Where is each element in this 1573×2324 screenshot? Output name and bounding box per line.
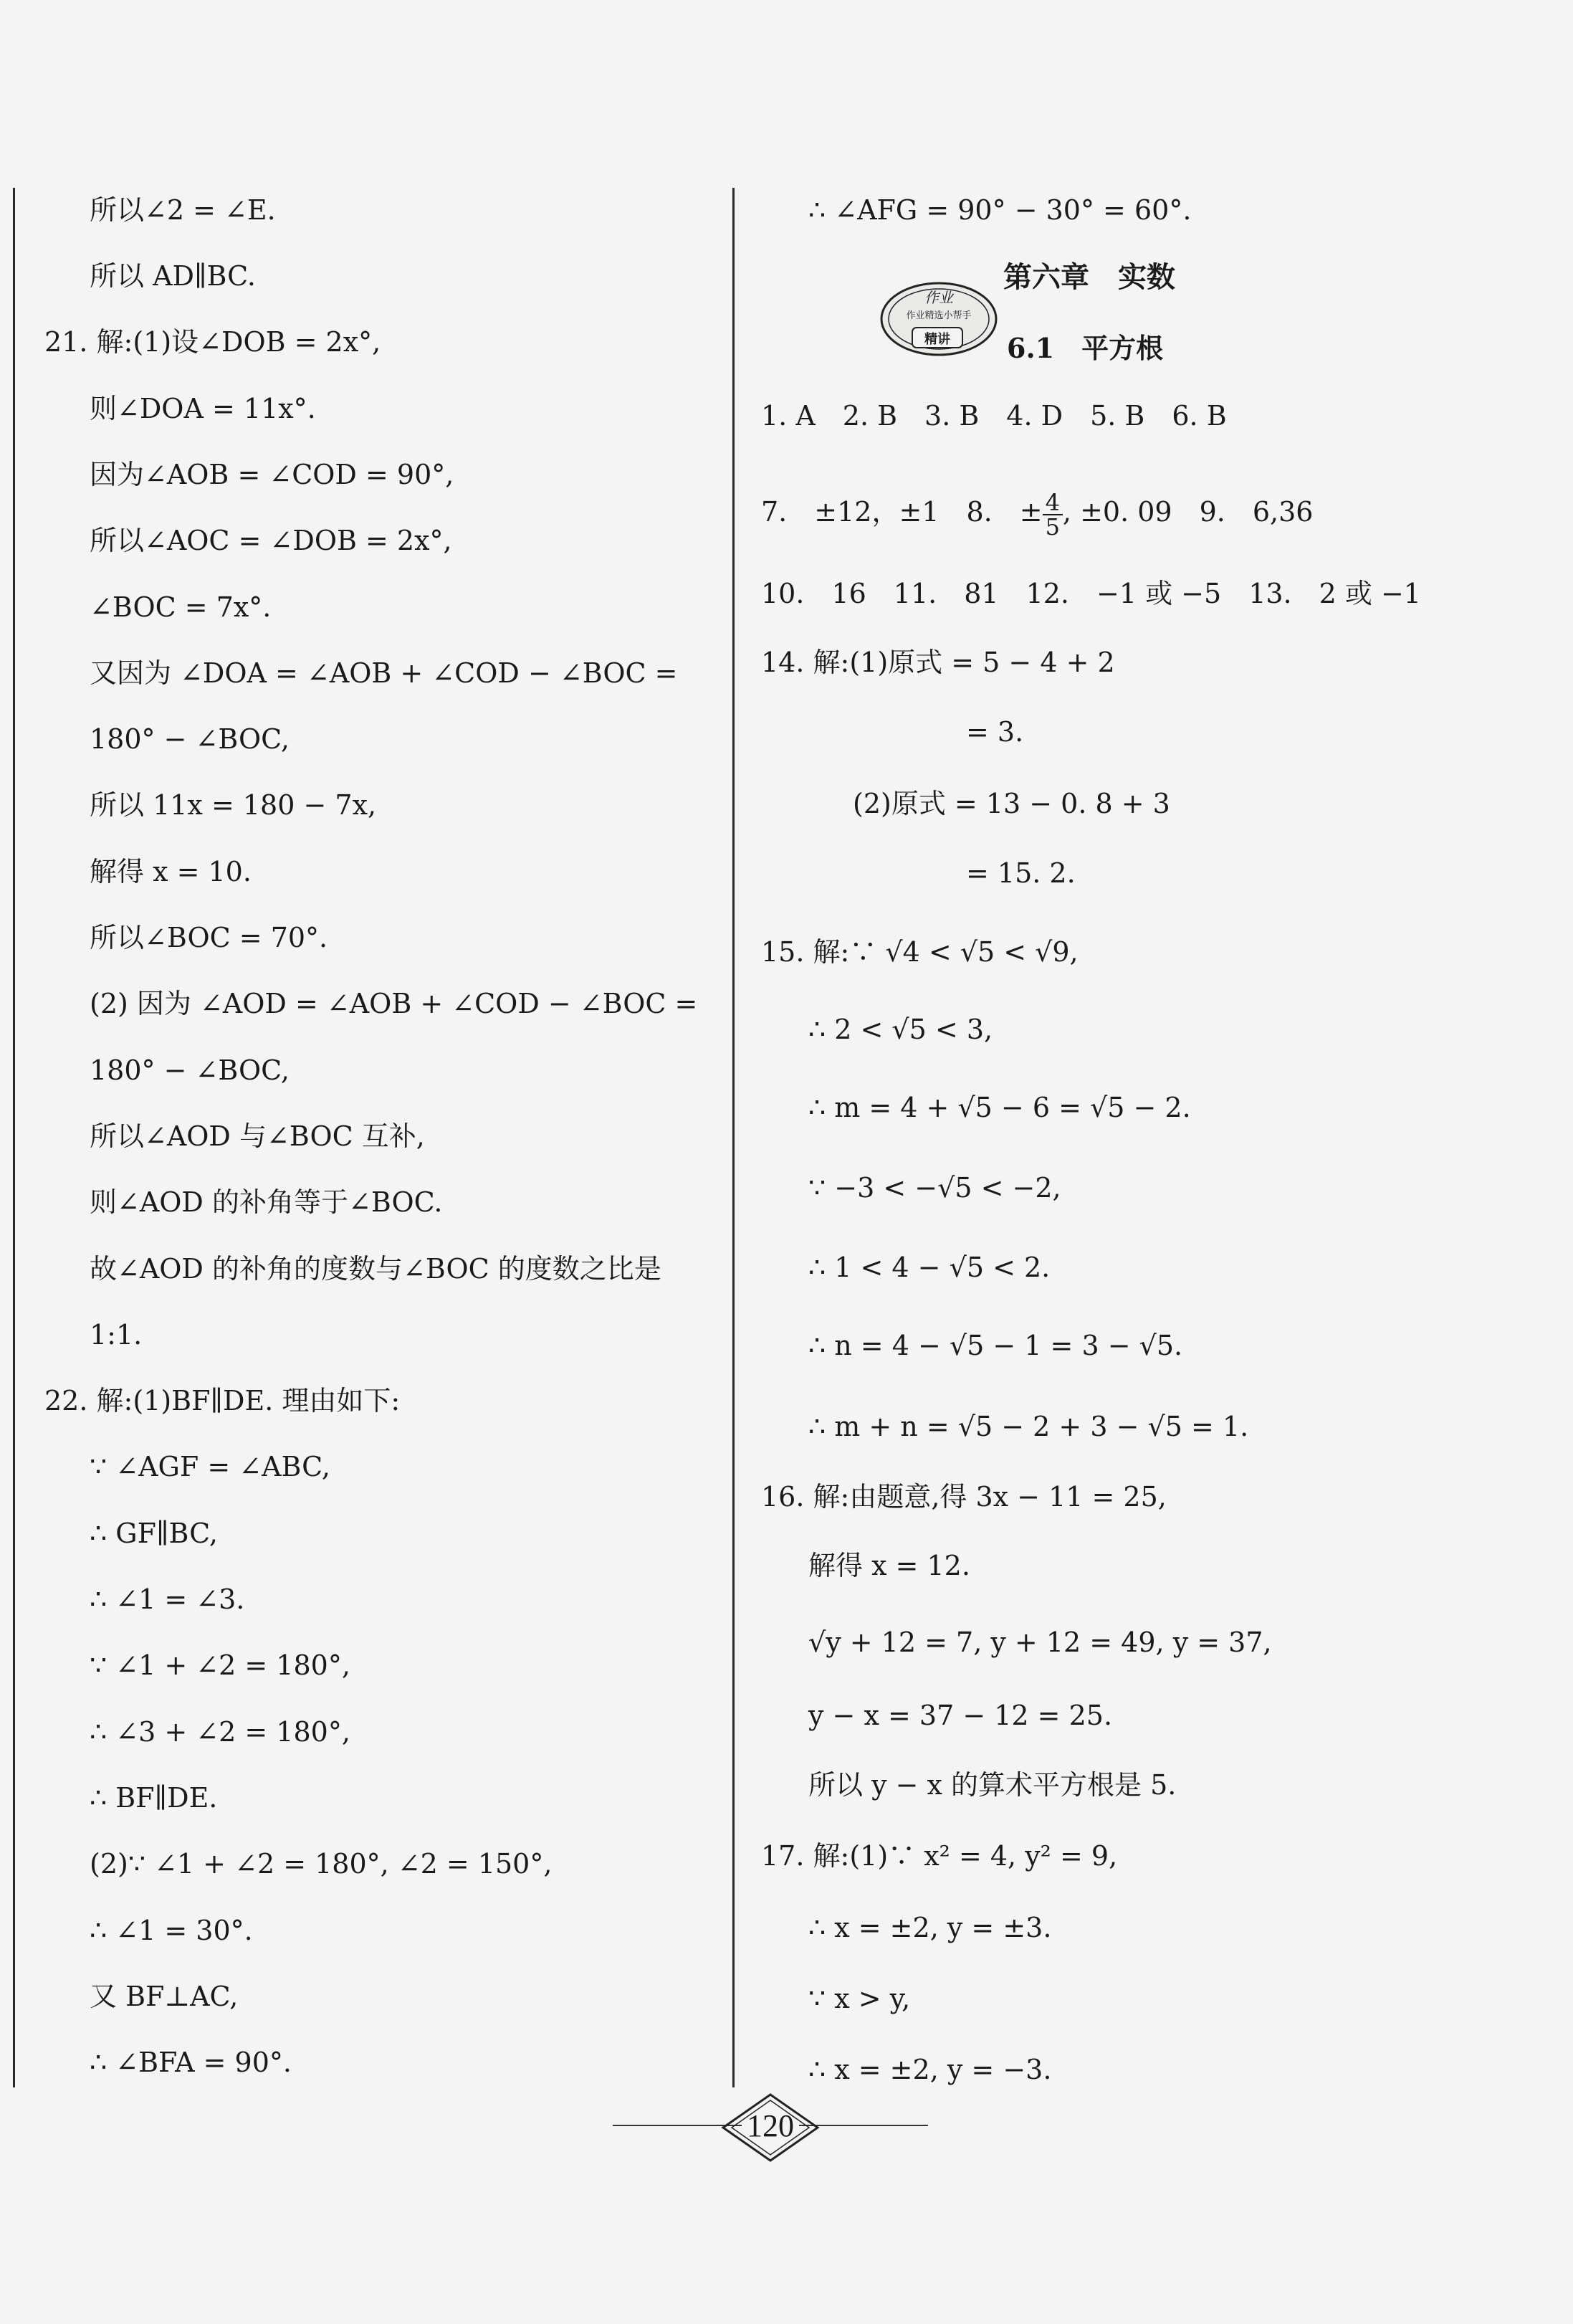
left-line-22: ∴ ∠1 = ∠3. [90,1584,245,1615]
left-line-19: 22. 解:(1)BF∥DE. 理由如下: [44,1385,401,1416]
left-line-2: 所以 AD∥BC. [90,260,256,292]
left-line-7: ∠BOC = 7x°. [90,591,272,623]
right-line-10: ∴ n = 4 − √5 − 1 = 3 − √5. [808,1330,1183,1361]
fraction-four-fifths [1043,488,1063,540]
right-line-13: 解得 x = 12. [808,1550,970,1581]
left-line-3: 21. 解:(1)设∠DOB = 2x°, [44,326,381,358]
right-line-3: (2)原式 = 13 − 0. 8 + 3 [853,788,1170,819]
left-line-6: 所以∠AOC = ∠DOB = 2x°, [90,525,452,556]
left-line-21: ∴ GF∥BC, [90,1518,218,1549]
left-line-23: ∵ ∠1 + ∠2 = 180°, [90,1649,350,1681]
answers-row-2-a: 7. ±12，±1 8. ± [761,496,1043,528]
right-line-5: 15. 解:∵ √4 < √5 < √9, [761,936,1079,968]
section-title: 6.1 平方根 [1007,332,1164,364]
left-line-20: ∵ ∠AGF = ∠ABC, [90,1451,330,1482]
left-line-26: (2)∵ ∠1 + ∠2 = 180°, ∠2 = 150°, [90,1848,553,1880]
left-line-16: 则∠AOD 的补角等于∠BOC. [90,1186,443,1218]
right-line-1: 14. 解:(1)原式 = 5 − 4 + 2 [761,647,1115,678]
fraction-denominator: 5 [1045,513,1060,540]
left-line-24: ∴ ∠3 + ∠2 = 180°, [90,1716,350,1748]
right-line-20: ∴ x = ±2, y = −3. [808,2054,1052,2085]
left-line-17: 故∠AOD 的补角的度数与∠BOC 的度数之比是 [90,1253,661,1285]
right-line-2: = 3. [966,716,1024,748]
left-line-1: 所以∠2 = ∠E. [90,194,276,226]
right-line-7: ∴ m = 4 + √5 − 6 = √5 − 2. [808,1092,1191,1123]
badge-label: 精讲 [924,332,950,347]
left-line-29: ∴ ∠BFA = 90°. [90,2047,292,2078]
page-number-diamond [720,2092,821,2163]
badge-text: 作业 [924,289,953,306]
right-line-9: ∴ 1 < 4 − √5 < 2. [808,1252,1051,1283]
left-line-28: 又 BF⊥AC, [90,1981,239,2012]
left-line-27: ∴ ∠1 = 30°. [90,1915,253,1946]
fraction-numerator: 4 [1043,491,1063,515]
left-line-14: 180° − ∠BOC, [90,1054,290,1086]
left-line-18: 1:1. [90,1319,143,1351]
left-line-11: 解得 x = 10. [90,856,252,887]
right-line-15: y − x = 37 − 12 = 25. [808,1700,1113,1731]
left-line-15: 所以∠AOD 与∠BOC 互补, [90,1120,425,1152]
left-line-13: (2) 因为 ∠AOD = ∠AOB + ∠COD − ∠BOC = [90,988,698,1019]
left-line-5: 因为∠AOB = ∠COD = 90°, [90,459,454,490]
badge-subtext: 作业精选小帮手 [906,310,972,321]
chapter-title: 第六章 实数 [1003,260,1175,294]
right-first-line: ∴ ∠AFG = 90° − 30° = 60°. [808,194,1192,226]
answers-row-2-b: , ±0. 09 9. 6,36 [1062,496,1314,528]
right-line-8: ∵ −3 < −√5 < −2, [808,1172,1061,1204]
page-number: 120 [747,2108,794,2143]
left-margin-rule [13,188,15,2087]
right-line-6: ∴ 2 < √5 < 3, [808,1014,993,1045]
left-line-9: 180° − ∠BOC, [90,723,290,755]
column-divider [732,188,735,2087]
right-line-11: ∴ m + n = √5 − 2 + 3 − √5 = 1. [808,1411,1249,1442]
right-line-19: ∵ x > y, [808,1983,911,2014]
answers-row-1: 1. A 2. B 3. B 4. D 5. B 6. B [761,400,1227,432]
right-line-18: ∴ x = ±2, y = ±3. [808,1912,1052,1943]
left-line-25: ∴ BF∥DE. [90,1782,218,1814]
right-line-14: √y + 12 = 7, y + 12 = 49, y = 37, [808,1627,1272,1658]
left-line-4: 则∠DOA = 11x°. [90,393,316,424]
left-line-8: 又因为 ∠DOA = ∠AOB + ∠COD − ∠BOC = [90,657,678,689]
left-line-12: 所以∠BOC = 70°. [90,922,328,953]
right-line-16: 所以 y − x 的算术平方根是 5. [808,1769,1177,1801]
right-line-17: 17. 解:(1)∵ x² = 4, y² = 9, [761,1840,1118,1872]
answers-row-3: 10. 16 11. 81 12. −1 或 −5 13. 2 或 −1 [761,578,1421,609]
answers-row-2 [761,486,1313,538]
right-line-4: = 15. 2. [966,857,1076,889]
section-badge [878,276,1000,362]
left-line-10: 所以 11x = 180 − 7x, [90,789,377,821]
right-line-12: 16. 解:由题意,得 3x − 11 = 25, [761,1481,1167,1513]
